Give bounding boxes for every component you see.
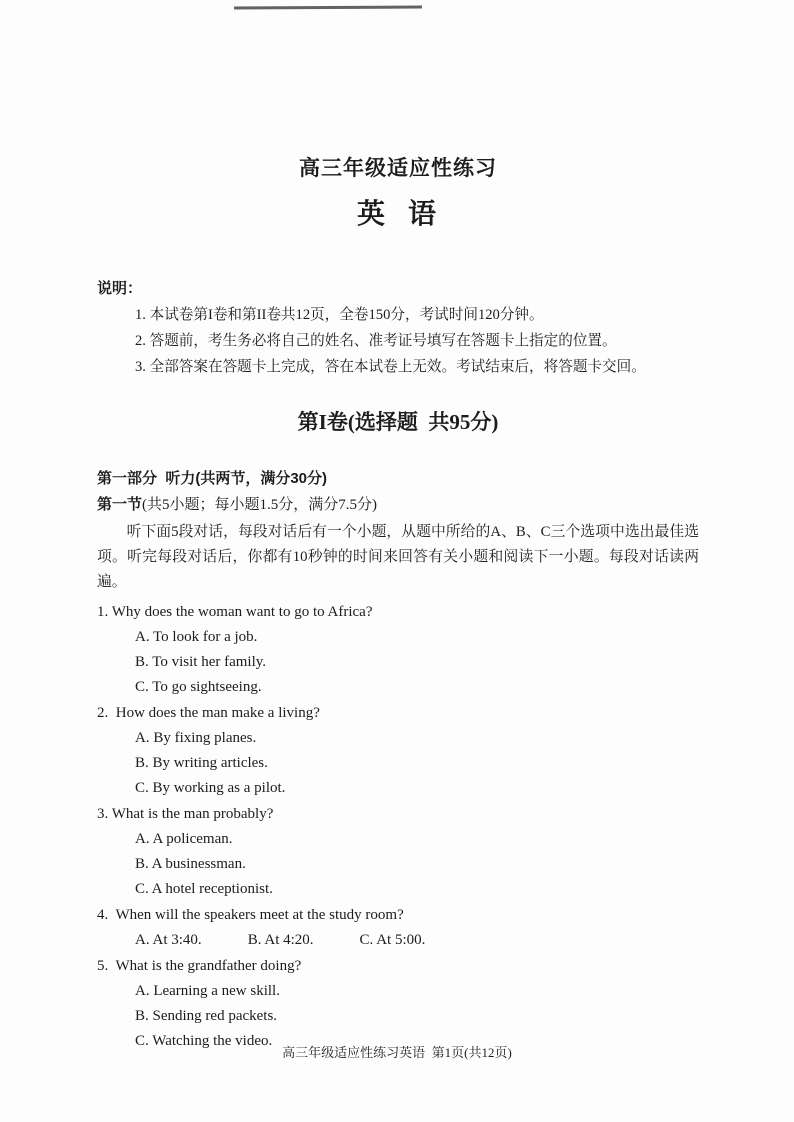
question-3 bbox=[97, 802, 699, 902]
option-a: A. A policeman. bbox=[135, 831, 233, 847]
option-a: A. To look for a job. bbox=[135, 629, 258, 645]
option-c: C. Watching the video. bbox=[135, 1033, 273, 1049]
listening-instructions: 听下面5段对话，每段对话后有一个小题，从题中所给的A、B、C三个选项中选出最佳选项。听完每段对话后，你都有10秒钟的时间来回答有关小题和阅读下一小题。每段对话读两遍。 bbox=[97, 524, 699, 590]
question-list bbox=[97, 600, 699, 1054]
question-text: 3. What is the man probably? bbox=[97, 806, 274, 822]
exam-content bbox=[97, 0, 699, 1054]
option-a: A. Learning a new skill. bbox=[135, 983, 280, 999]
option-c: C. A hotel receptionist. bbox=[135, 881, 273, 897]
option-b: B. Sending red packets. bbox=[135, 1008, 278, 1024]
question-1 bbox=[97, 600, 699, 700]
note-item: 3. 全部答案在答题卡上完成，答在本试卷上无效。考试结束后，将答题卡交回。 bbox=[135, 359, 646, 375]
question-text: 2. How does the man make a living? bbox=[97, 705, 320, 721]
option-c: C. At 5:00. bbox=[359, 932, 426, 948]
option-c: C. To go sightseeing. bbox=[135, 679, 262, 695]
question-text: 1. Why does the woman want to go to Africa? bbox=[97, 604, 373, 620]
note-item: 1. 本试卷第I卷和第II卷共12页，全卷150分，考试时间120分钟。 bbox=[135, 307, 544, 323]
exam-notes bbox=[97, 276, 699, 380]
page-footer: 高三年级适应性练习英语 第1页(共12页) bbox=[282, 1045, 512, 1060]
section1-heading bbox=[97, 492, 699, 518]
option-c: C. By working as a pilot. bbox=[135, 780, 286, 796]
option-a: A. By fixing planes. bbox=[135, 730, 257, 746]
option-b: B. To visit her family. bbox=[135, 654, 267, 670]
section1-label: 第一节 bbox=[97, 496, 143, 513]
exam-subject: 英 语 bbox=[356, 199, 439, 230]
question-text: 4. When will the speakers meet at the study room? bbox=[97, 907, 404, 923]
question-text: 5. What is the grandfather doing? bbox=[97, 958, 302, 974]
part1-heading: 第一部分 听力(共两节，满分30分) bbox=[97, 470, 328, 487]
option-a: A. At 3:40. bbox=[135, 932, 202, 948]
note-item: 2. 答题前，考生务必将自己的姓名、准考证号填写在答题卡上指定的位置。 bbox=[135, 333, 617, 349]
exam-title: 高三年级适应性练习 bbox=[299, 156, 497, 180]
question-4 bbox=[97, 903, 699, 953]
section1-detail: (共5小题；每小题1.5分，满分7.5分) bbox=[142, 497, 378, 513]
question-5 bbox=[97, 954, 699, 1054]
option-b: B. At 4:20. bbox=[247, 932, 314, 948]
volume-title: 第I卷(选择题 共95分) bbox=[297, 410, 499, 434]
option-b: B. By writing articles. bbox=[135, 755, 268, 771]
question-2 bbox=[97, 701, 699, 801]
notes-heading: 说明： bbox=[97, 280, 143, 297]
option-b: B. A businessman. bbox=[135, 856, 246, 872]
inline-options bbox=[135, 928, 699, 953]
